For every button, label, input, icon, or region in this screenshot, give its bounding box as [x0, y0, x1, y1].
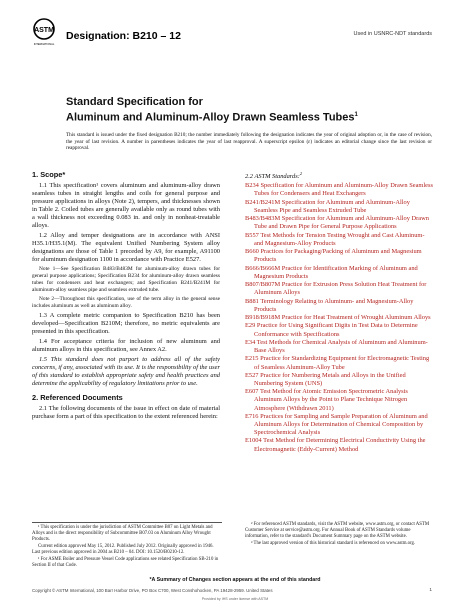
reference-title: Practices for Sampling and Sample Preparation of Aluminum and Aluminum Alloys for Determination of Chemical Composition by Spectrochemical Analysis	[254, 412, 428, 437]
footnotes-left	[32, 522, 222, 570]
reference-code-link[interactable]: B557	[245, 231, 259, 239]
reference-code-link[interactable]: B666/B666M	[245, 264, 281, 272]
footnote-1b: Current edition approved May 15, 2012. Published July 2012. Originally approved in 1946. Last previous edition approved in 2004 as B210 – 04. DOI: 10.1520/B0210-12.	[32, 544, 214, 555]
scope-heading: 1. Scope*	[32, 170, 66, 179]
reference-item	[245, 413, 433, 437]
scope-1-2: 1.2 Alloy and temper designations are in accordance with ANSI H35.1/H35.1(M). The equivalent Unified Numbering System alloy designations are those of Table 1 preceded by A9, for example, A91100 for aluminum designation 1100 in accordance with Practice E527.	[32, 232, 220, 264]
title-line1: Standard Specification for	[66, 96, 203, 108]
reference-item	[245, 355, 433, 371]
reference-title: Practice for Standardizing Equipment for Electromagnetic Testing of Seamless Aluminum-Alloy Tube	[254, 355, 430, 371]
reference-code-link[interactable]: B241/B241M	[245, 198, 281, 206]
refs-2-1: 2.1 The following documents of the issue in effect on date of material purchase form a part of this specification to the extent referenced herein:	[32, 405, 220, 421]
reference-title: Test Methods for Chemical Analysis of Aluminum and Aluminum-Base Alloys	[254, 338, 428, 355]
reference-item	[245, 232, 433, 248]
reference-item	[245, 322, 433, 338]
designation: Designation: B210 – 12	[66, 30, 181, 42]
note-1: Note 1—See Specification B483/B483M for aluminum-alloy drawn tubes for general purpose applications; Specification B234 for aluminum-alloy drawn seamless tubes for condensers and heat exchangers; and Specification B241/B241M for aluminum-alloy seamless pipe and seamless extruded tube.	[32, 266, 220, 294]
reference-title: Practice for Heat Treatment of Wrought Aluminum Alloys	[281, 314, 431, 322]
reference-item	[245, 314, 433, 322]
reference-code-link[interactable]: B483/B483M	[245, 215, 281, 223]
reference-code-link[interactable]: E215	[245, 355, 259, 363]
scope-1-1: 1.1 This specification¹ covers aluminum and aluminum-alloy drawn seamless tubes in straight lengths and coils for general purpose and pressure applications in alloys (Note 2), tempers, and thicknesses shown in Table 2. Coiled tubes are generally available only as round tubes with a wall thickness not exceeding 0.083 in. and only in nonheat-treatable alloys.	[32, 182, 220, 230]
svg-text:INTERNATIONAL: INTERNATIONAL	[33, 43, 55, 46]
reference-title: Test Methods for Tension Testing Wrought and Cast Aluminum- and Magnesium-Alloy Products	[254, 231, 425, 247]
document-title	[66, 96, 426, 125]
reference-item	[245, 298, 433, 314]
scope-1-5: 1.5 This standard does not purport to address all of the safety concerns, if any, associated with its use. It is the responsibility of the user of this standard to establish appropriate safety and health practices and determine the applicability of regulatory limitations prior to use.	[32, 356, 220, 388]
reference-item	[245, 199, 433, 215]
reference-item	[245, 248, 433, 264]
copyright: Copyright © ASTM International, 100 Barr Harbor Drive, PO Box C700, West Conshohocken, PA 19428-2959. United States	[32, 588, 273, 593]
left-column	[32, 170, 220, 423]
reference-item	[245, 437, 433, 453]
reference-item	[245, 339, 433, 355]
reference-item	[245, 182, 433, 198]
reference-code-link[interactable]: B918/B918M	[245, 314, 281, 322]
astm-standards-heading: 2.2 ASTM Standards:$^2$	[245, 171, 303, 181]
reference-code-link[interactable]: E716	[245, 412, 259, 420]
reference-item	[245, 215, 433, 231]
svg-text:ASTM: ASTM	[34, 27, 54, 34]
reference-title: Practice for Using Significant Digits in Test Data to Determine Conformance with Specifications	[254, 322, 418, 338]
reference-title: Specification for Aluminum and Aluminum-Alloy Seamless Pipe and Seamless Extruded Tube	[254, 198, 410, 214]
reference-title: Practices for Packaging/Packing of Aluminum and Magnesium Products	[254, 248, 422, 264]
reference-code-link[interactable]: E527	[245, 371, 259, 379]
reference-list	[245, 182, 433, 453]
astm-standards-sup: 2	[299, 171, 303, 176]
scope-1-3: 1.3 A complete metric companion to Specification B210 has been developed—Specification B210M; therefore, no metric equivalents are presented in this specification.	[32, 311, 220, 335]
reference-title: Practice for Numbering Metals and Alloys in the Unified Numbering System (UNS)	[254, 371, 406, 387]
astm-logo	[32, 18, 56, 46]
used-in-note: Used in USNRC-NDT standards	[353, 31, 432, 37]
reference-code-link[interactable]: B234	[245, 182, 259, 190]
reference-code-link[interactable]: B660	[245, 248, 259, 256]
title-line2: Aluminum and Aluminum-Alloy Drawn Seamless Tubes	[66, 111, 355, 124]
reference-title: Terminology Relating to Aluminum- and Magnesium-Alloy Products	[254, 297, 414, 313]
footnote-2: ² For referenced ASTM standards, visit the ASTM website, www.astm.org, or contact ASTM Customer Service at service@astm.org. For Annual Book of ASTM Standards volume information, refer to the standard's Document Summary page on the ASTM website.	[245, 522, 430, 539]
reference-code-link[interactable]: B881	[245, 297, 259, 305]
reference-code-link[interactable]: E607	[245, 388, 259, 396]
page-number: 1	[429, 588, 432, 593]
reference-title: Test Method for Determining Electrical Conductivity Using the Electromagnetic (Eddy-Current) Method	[254, 437, 426, 453]
footnote-1c: ¹ For ASME Boiler and Pressure Vessel Code applications see related Specification SB-210 in Section II of that Code.	[32, 557, 219, 568]
reference-code-link[interactable]: B807/B807M	[245, 281, 281, 289]
reference-item	[245, 281, 433, 297]
footnote-3: ³ The last approved version of this historical standard is referenced on www.astm.org.	[251, 541, 416, 546]
reference-title: Practice for Identification Marking of Aluminum and Magnesium Products	[254, 264, 418, 280]
reference-title: Specification for Aluminum and Aluminum-Alloy Drawn Tube and Drawn Pipe for General Purpose Applications	[254, 215, 429, 231]
footnote-1: ¹ This specification is under the jurisdiction of ASTM Committee B07 on Light Metals and Alloys and is the direct responsibility of Subcommittee B07.03 on Aluminum Alloy Wrought Products.	[32, 525, 213, 542]
footnotes-right	[245, 522, 435, 548]
reference-title: Test Method for Atomic Emission Spectrometric Analysis Aluminum Alloys by the Point to Plane Technique Nitrogen Atmosphere (Withdrawn 2011)	[254, 388, 408, 412]
reference-code-link[interactable]: E34	[245, 338, 256, 346]
reference-code-link[interactable]: E1004	[245, 437, 262, 445]
reference-code-link[interactable]: E29	[245, 322, 256, 330]
right-column	[245, 170, 433, 454]
referenced-documents-heading: 2. Referenced Documents	[32, 393, 123, 403]
note-2: Note 2—Throughout this specification, use of the term alloy in the general sense includes aluminum as well as aluminum alloy.	[32, 296, 220, 309]
title-footnote-mark: 1	[354, 112, 358, 118]
reference-item	[245, 372, 433, 388]
license-note: Provided by IHS under license with ASTM	[201, 597, 269, 601]
reference-item	[245, 388, 433, 412]
reference-title: Practice for Extrusion Press Solution Heat Treatment for Aluminum Alloys	[254, 281, 427, 297]
summary-of-changes-note: *A Summary of Changes section appears at the end of this standard	[149, 577, 321, 583]
reference-title: Specification for Aluminum and Aluminum-Alloy Drawn Seamless Tubes for Condensers and Heat Exchangers	[254, 182, 433, 198]
reference-item	[245, 265, 433, 281]
preamble: This standard is issued under the fixed designation B210; the number immediately following the designation indicates the year of original adoption or, in the case of revision, the year of last revision. A number in parentheses indicates the year of last reapproval. A superscript epsilon (ε) indicates an editorial change since the last revision or reapproval.	[66, 132, 432, 152]
scope-1-4: 1.4 For acceptance criteria for inclusion of new aluminum and aluminum alloys in this specification, see Annex A2.	[32, 338, 220, 354]
